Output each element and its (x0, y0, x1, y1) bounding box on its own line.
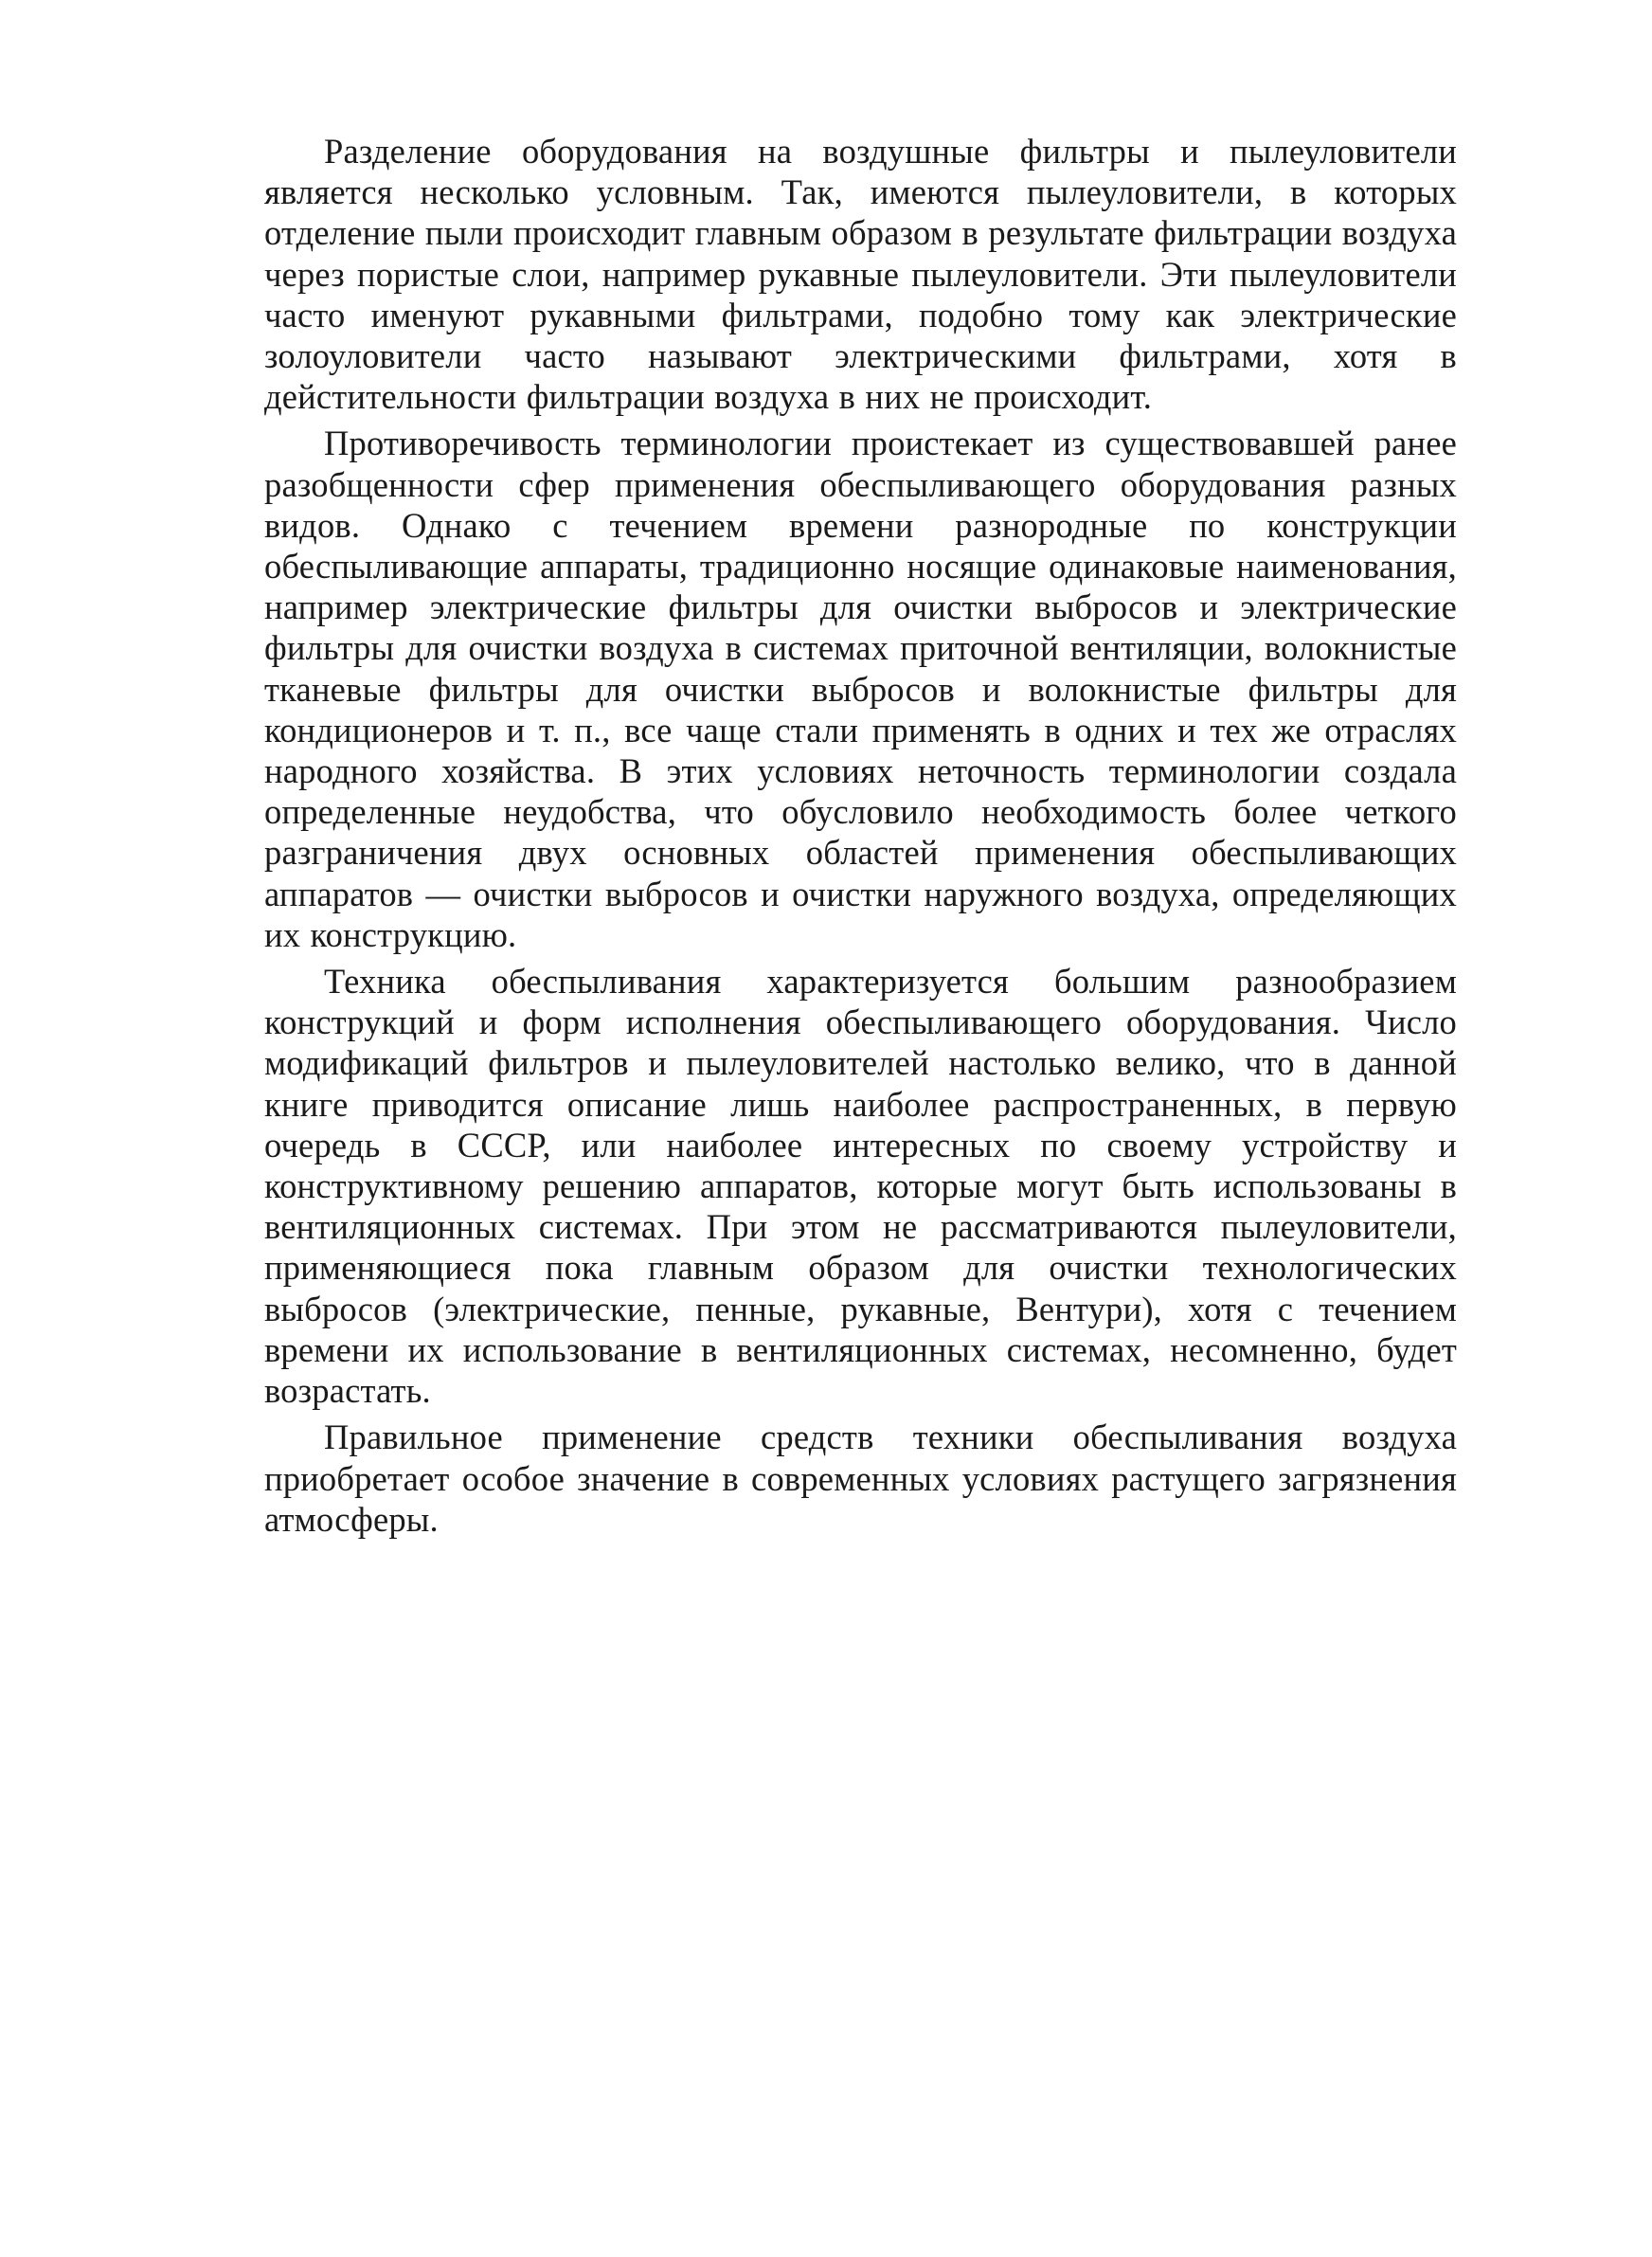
paragraph-4: Правильное применение средств техники обеспыливания воздуха приобретает особое значение в современных условиях растущего загрязнения атмосферы. (264, 1417, 1457, 1539)
body-text (264, 131, 1457, 1545)
paragraph-1: Разделение оборудования на воздушные фильтры и пылеуловители является несколько условным. Так, имеются пылеуловители, в которых отделение пыли происходит главным образом в результате фильтрации воздуха через пористые слои, например рукавные пылеуловители. Эти пылеуловители часто именуют рукавными фильтрами, подобно тому как электрические золоуловители часто называют электрическими фильтрами, хотя в дейстительности фильтрации воздуха в них не происходит. (264, 132, 1457, 417)
paragraph-2: Противоречивость терминологии проистекает из существовавшей ранее разобщенности сфер применения обеспыливающего оборудования разных видов. Однако с течением времени разнородные по конструкции обеспыливающие аппараты, традиционно носящие одинаковые наименования, например электрические фильтры для очистки выбросов и электрические фильтры для очистки воздуха в системах приточной вентиляции, волокнистые тканевые фильтры для очистки выбросов и волокнистые фильтры для кондиционеров и т. п., все чаще стали применять в одних и тех же отраслях народного хозяйства. В этих условиях неточность терминологии создала определенные неудобства, что обусловило необходимость более четкого разграничения двух основных областей применения обеспыливающих аппаратов — очистки выбросов и очистки наружного воздуха, определяющих их конструкцию. (264, 424, 1457, 954)
paragraph-3: Техника обеспыливания характеризуется большим разнообразием конструкций и форм исполнения обеспыливающего оборудования. Число модификаций фильтров и пылеуловителей настолько велико, что в данной книге приводится описание лишь наиболее распространенных, в первую очередь в СССР, или наиболее интересных по своему устройству и конструктивному решению аппаратов, которые могут быть использованы в вентиляционных системах. При этом не рассматриваются пылеуловители, применяющиеся пока главным образом для очистки технологических выбросов (электрические, пенные, рукавные, Вентури), хотя с течением времени их использование в вентиляционных системах, несомненно, будет возрастать. (264, 962, 1457, 1411)
